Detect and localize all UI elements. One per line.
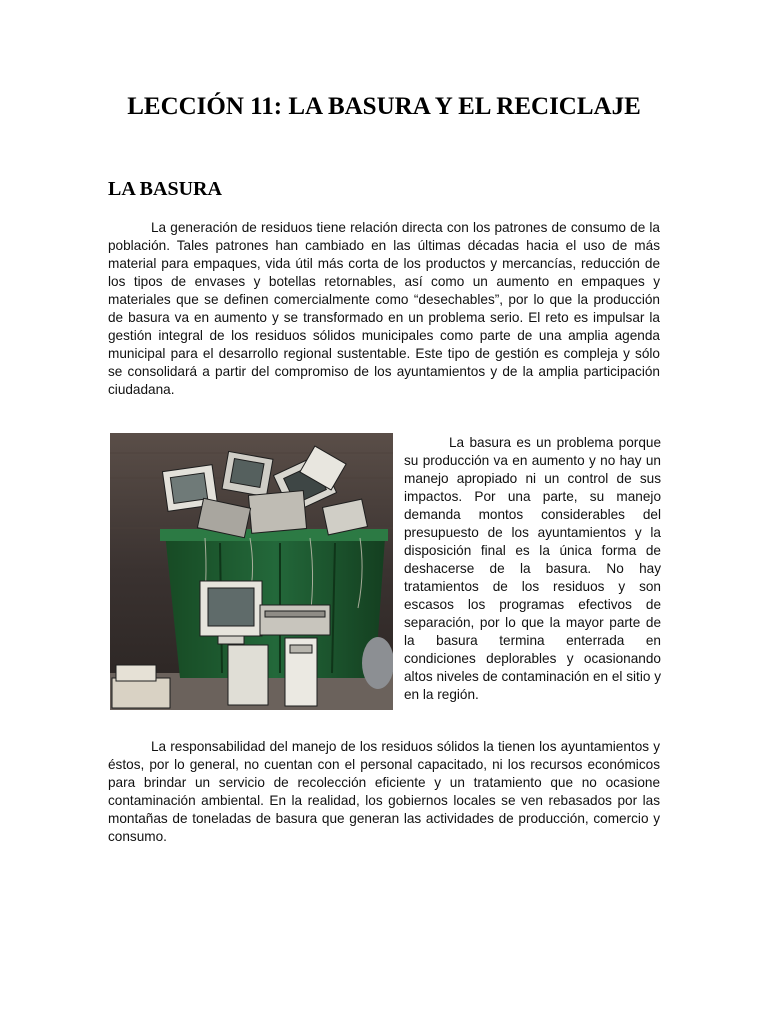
paragraph-responsibility: La responsabilidad del manejo de los residuos sólidos la tienen los ayuntamientos y éstos, por lo general, no cuentan con el personal capacitado, ni los recursos económicos para brindar un servicio de recolección eficiente y un tratamiento que no ocasione contaminación ambiental. En la realidad, los gobiernos locales se ven rebasados por las montañas de toneladas de basura que generan las actividades de producción, comercio y consumo. (108, 739, 660, 844)
section-heading: LA BASURA (108, 178, 222, 200)
paragraph-intro: La generación de residuos tiene relación directa con los patrones de consumo de la población. Tales patrones han cambiado en las últimas décadas hacia el uso de más material para empaques, vida útil más corta de los productos y mercancías, reducción de los tipos de envases y botellas retornables, así como un aumento en empaques y materiales que se definen comercialmente como “desechables”, por lo que la producción de basura va en aumento y se transformado en un problema serio. El reto es impulsar la gestión integral de los residuos sólidos municipales como parte de una amplia agenda municipal para el desarrollo regional sustentable. Este tipo de gestión es compleja y sólo se consolidará a partir del compromiso de los ayuntamientos y de la amplia participación ciudadana. (108, 220, 660, 397)
page-title: LECCIÓN 11: LA BASURA Y EL RECICLAJE (127, 93, 641, 120)
trash-dumpster-photo (110, 433, 393, 710)
paragraph-problem: La basura es un problema porque su producción va en aumento y no hay un manejo apropiado ni un control de sus impactos. Por una parte, su manejo demanda montos considerables del presupuesto de los ayuntamientos y la disposición final es la única forma de deshacerse de la basura. No hay tratamientos de los residuos y son escasos los programas efectivos de separación, por lo que la mayor parte de la basura termina enterrada en condiciones deplorables y ocasionando altos niveles de contaminación en el sitio y en la región. (404, 435, 661, 702)
